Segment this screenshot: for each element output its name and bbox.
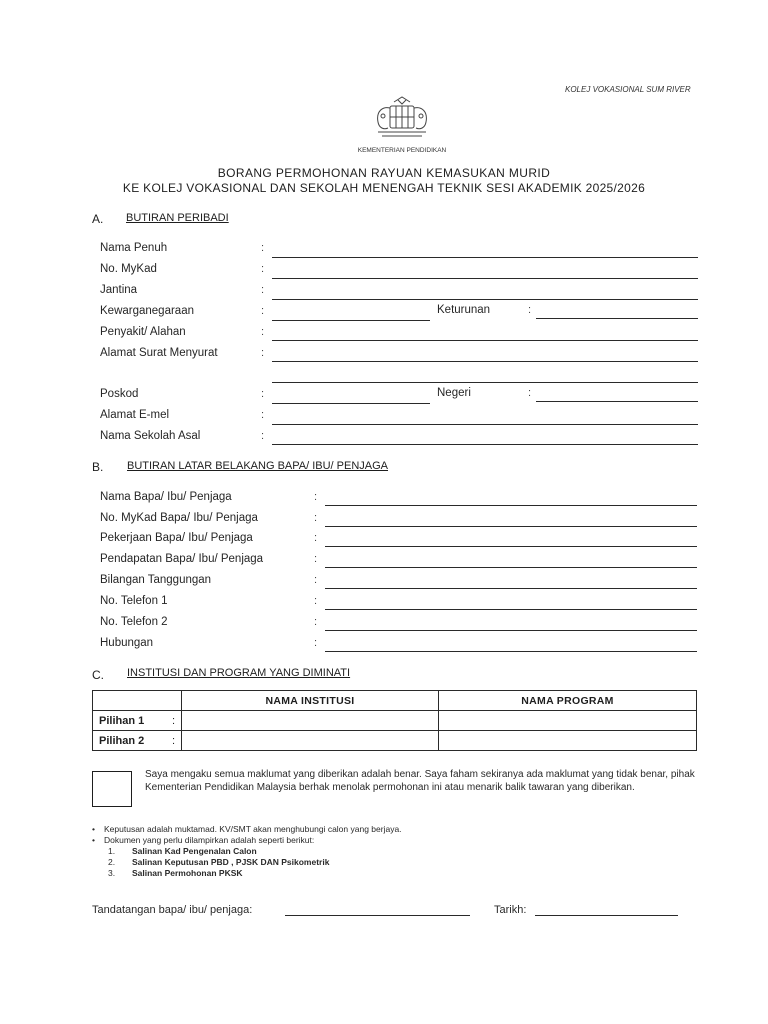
header-nama-program: NAMA PROGRAM [439, 691, 697, 711]
pilihan-1-label: Pilihan 1 [99, 714, 145, 727]
colon: : [314, 553, 318, 565]
declaration-checkbox[interactable] [92, 771, 132, 807]
colon: : [261, 409, 265, 421]
field-mykad-line[interactable] [272, 278, 698, 279]
field-nama-bapa-line[interactable] [325, 505, 697, 506]
table-row [93, 731, 697, 751]
section-c-title: INSTITUSI DAN PROGRAM YANG DIMINATI [127, 667, 351, 679]
label-mykad: No. MyKad [100, 263, 157, 275]
item-number: 1. [108, 846, 116, 856]
signature-label: Tandatangan bapa/ ibu/ penjaga: [92, 904, 253, 916]
label-nama-bapa: Nama Bapa/ Ibu/ Penjaga [100, 491, 232, 503]
colon: : [261, 326, 265, 338]
label-negeri: Negeri [437, 387, 471, 399]
form-title-line-2: KE KOLEJ VOKASIONAL DAN SEKOLAH MENENGAH TEKNIK SESI AKADEMIK 2025/2026 [122, 181, 646, 195]
colon: : [314, 616, 318, 628]
pilihan-2-institusi-cell[interactable] [182, 731, 439, 751]
colon: : [261, 284, 265, 296]
item-number: 3. [108, 868, 116, 878]
ministry-name: KEMENTERIAN PENDIDIKAN [357, 147, 447, 154]
colon: : [528, 387, 532, 399]
colon: : [261, 263, 265, 275]
field-pendapatan-line[interactable] [325, 567, 697, 568]
field-telefon-2-line[interactable] [325, 630, 697, 631]
label-alamat: Alamat Surat Menyurat [100, 347, 218, 359]
label-mykad-bapa: No. MyKad Bapa/ Ibu/ Penjaga [100, 512, 258, 524]
form-title-line-1: BORANG PERMOHONAN RAYUAN KEMASUKAN MURID [217, 166, 551, 180]
colon: : [314, 532, 318, 544]
colon: : [314, 574, 318, 586]
label-keturunan: Keturunan [437, 304, 491, 316]
signature-line[interactable] [285, 915, 470, 916]
pilihan-1-program-cell[interactable] [439, 711, 697, 731]
label-jantina: Jantina [100, 284, 138, 296]
colon: : [171, 714, 175, 727]
colon: : [314, 637, 318, 649]
field-penyakit-line[interactable] [272, 340, 698, 341]
item-number: 2. [108, 857, 116, 867]
note-bullet-2: Dokumen yang perlu dilampirkan adalah seperti berikut: [104, 835, 315, 845]
section-c-letter: C. [92, 668, 104, 682]
label-penyakit: Penyakit/ Alahan [100, 326, 186, 338]
section-a-title: BUTIRAN PERIBADI [126, 212, 229, 224]
item-text: Salinan Permohonan PKSK [132, 868, 243, 878]
note-bullet-1: Keputusan adalah muktamad. KV/SMT akan menghubungi calon yang berjaya. [104, 824, 402, 834]
colon: : [314, 595, 318, 607]
field-poskod-line[interactable] [272, 403, 430, 404]
field-alamat-line-1[interactable] [272, 361, 698, 362]
coat-of-arms-icon [364, 96, 440, 144]
field-emel-line[interactable] [272, 424, 698, 425]
field-telefon-1-line[interactable] [325, 609, 697, 610]
institution-table [92, 690, 697, 751]
pilihan-2-label: Pilihan 2 [99, 734, 145, 747]
field-hubungan-line[interactable] [325, 651, 697, 652]
row-label [93, 711, 182, 731]
college-name: KOLEJ VOKASIONAL SUM RIVER [565, 85, 691, 94]
colon: : [314, 491, 318, 503]
label-pekerjaan: Pekerjaan Bapa/ Ibu/ Penjaga [100, 532, 253, 544]
field-kewarganegaraan-line[interactable] [272, 320, 430, 321]
field-pekerjaan-line[interactable] [325, 546, 697, 547]
label-tanggungan: Bilangan Tanggungan [100, 574, 212, 586]
label-sekolah: Nama Sekolah Asal [100, 430, 201, 442]
colon: : [261, 430, 265, 442]
label-pendapatan: Pendapatan Bapa/ Ibu/ Penjaga [100, 553, 264, 565]
declaration-text: Saya mengaku semua maklumat yang diberikan adalah benar. Saya faham sekiranya ada maklumat yang tidak benar, pihak Kementerian Pendidikan Malaysia berhak menolak permohonan ini atau menarik balik tawaran yang diberikan. [145, 769, 695, 793]
table-row [93, 711, 697, 731]
colon: : [261, 305, 265, 317]
item-text: Salinan Kad Pengenalan Calon [132, 846, 257, 856]
colon: : [261, 388, 265, 400]
date-line[interactable] [535, 915, 678, 916]
table-header-empty [93, 691, 182, 711]
table-header-row [93, 691, 697, 711]
field-sekolah-line[interactable] [272, 444, 698, 445]
field-alamat-line-2[interactable] [272, 382, 698, 383]
list-item: • Dokumen yang perlu dilampirkan adalah seperti berikut: [92, 835, 315, 845]
list-item [92, 846, 402, 857]
section-b-title: BUTIRAN LATAR BELAKANG BAPA/ IBU/ PENJAGA [127, 460, 389, 472]
colon: : [314, 512, 318, 524]
list-item: • Keputusan adalah muktamad. KV/SMT akan menghubungi calon yang berjaya. [92, 824, 402, 834]
colon: : [261, 242, 265, 254]
section-b-letter: B. [92, 460, 104, 474]
label-telefon-2: No. Telefon 2 [100, 616, 168, 628]
pilihan-2-program-cell[interactable] [439, 731, 697, 751]
field-keturunan-line[interactable] [536, 318, 698, 319]
notes [92, 824, 402, 879]
colon: : [171, 734, 175, 747]
field-tanggungan-line[interactable] [325, 588, 697, 589]
item-text: Salinan Keputusan PBD , PJSK DAN Psikometrik [132, 857, 330, 867]
label-emel: Alamat E-mel [100, 409, 170, 421]
list-item [92, 868, 402, 879]
label-telefon-1: No. Telefon 1 [100, 595, 168, 607]
field-negeri-line[interactable] [536, 401, 698, 402]
field-mykad-bapa-line[interactable] [325, 526, 697, 527]
row-label [93, 731, 182, 751]
colon: : [261, 347, 265, 359]
label-kewarganegaraan: Kewarganegaraan [100, 305, 194, 317]
list-item [92, 857, 402, 868]
label-nama-penuh: Nama Penuh [100, 242, 168, 254]
label-poskod: Poskod [100, 388, 139, 400]
colon: : [528, 304, 532, 316]
header-nama-institusi: NAMA INSTITUSI [182, 691, 439, 711]
field-jantina-line[interactable] [272, 299, 698, 300]
pilihan-1-institusi-cell[interactable] [182, 711, 439, 731]
field-nama-penuh-line[interactable] [272, 257, 698, 258]
date-label: Tarikh: [494, 904, 527, 916]
label-hubungan: Hubungan [100, 637, 154, 649]
section-a-letter: A. [92, 212, 104, 226]
